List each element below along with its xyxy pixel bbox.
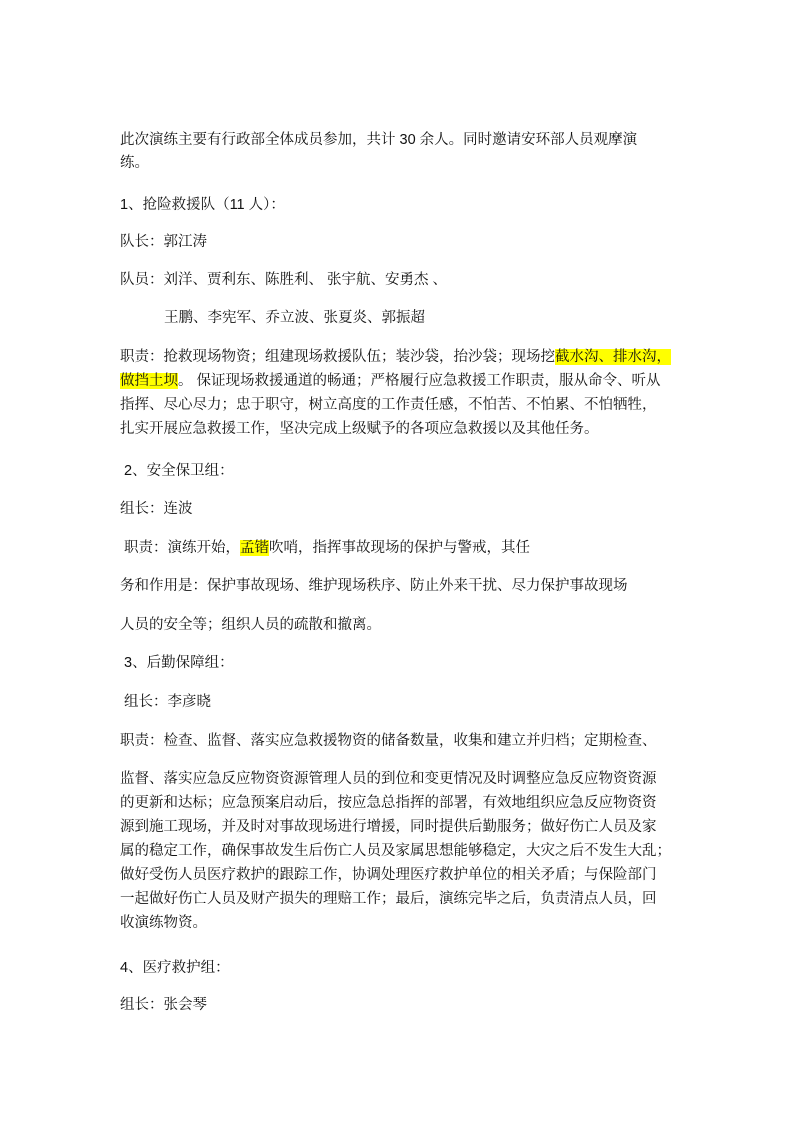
text-segment: 吹哨，指挥事故现场的保护与警戒，其任 <box>269 540 530 556</box>
section-3-duty-2 <box>120 768 657 790</box>
text-segment: 队长：郭江涛 <box>120 234 207 250</box>
text-segment: 做好受伤人员医疗救护的跟踪工作，协调处理医疗救护单位的相关矛盾；与保险部门 <box>120 867 657 883</box>
section-4-heading <box>120 957 230 979</box>
section-1-duty-4 <box>120 418 599 440</box>
section-1-duty-3 <box>120 394 657 416</box>
text-segment: 收演练物资。 <box>120 915 207 931</box>
section-1-duty-1 <box>120 346 671 368</box>
section-3-duty-8 <box>120 912 207 934</box>
highlighted-text: 做挡土坝 <box>120 373 178 389</box>
text-segment: 人员的安全等；组织人员的疏散和撤离。 <box>120 617 381 633</box>
highlighted-text: 孟锴 <box>240 540 269 556</box>
section-1-heading <box>120 194 285 216</box>
text-segment: 3、后勤保障组： <box>124 655 234 671</box>
text-segment: 职责：演练开始， <box>124 540 240 556</box>
section-1-duty-2 <box>120 370 661 392</box>
section-1-members-1 <box>120 269 447 291</box>
section-3-heading <box>124 652 234 674</box>
text-segment: 一起做好伤亡人员及财产损失的理赔工作；最后，演练完毕之后，负责清点人员，回 <box>120 891 657 907</box>
section-2-duty-2 <box>120 575 628 597</box>
section-3-duty-6 <box>120 864 657 886</box>
text-segment: 的更新和达标；应急预案启动后，按应急总指挥的部署，有效地组织应急反应物资资 <box>120 795 657 811</box>
text-segment: 组长：连波 <box>120 501 193 517</box>
text-segment: 职责：检查、监督、落实应急救援物资的储备数量，收集和建立并归档；定期检查、 <box>120 733 657 749</box>
section-3-duty-4 <box>120 816 657 838</box>
text-segment: 2、安全保卫组： <box>124 463 234 479</box>
text-segment: 组长：李彦晓 <box>124 694 211 710</box>
text-segment: 队员：刘洋、贾利东、陈胜利、 张宇航、安勇杰 、 <box>120 272 448 288</box>
text-segment: 组长：张会琴 <box>120 997 207 1013</box>
text-segment: 职责：抢救现场物资；组建现场救援队伍；装沙袋，抬沙袋；现场挖 <box>120 349 555 365</box>
section-2-leader <box>120 498 193 520</box>
section-3-leader <box>124 691 211 713</box>
text-segment: 属的稳定工作，确保事故发生后伤亡人员及家属思想能够稳定，大灾之后不发生大乱； <box>120 843 671 859</box>
text-segment: 指挥、尽心尽力；忠于职守，树立高度的工作责任感，不怕苦、不怕累、不怕牺牲， <box>120 397 657 413</box>
section-2-duty-3 <box>120 614 381 636</box>
section-3-duty-7 <box>120 888 657 910</box>
text-segment: 监督、落实应急反应物资资源管理人员的到位和变更情况及时调整应急反应物资资源 <box>120 771 657 787</box>
intro-line-2 <box>120 152 149 174</box>
text-segment: 此次演练主要有行政部全体成员参加，共计 30 余人。同时邀请安环部人员观摩演 <box>120 132 638 148</box>
section-1-members-2 <box>164 307 425 329</box>
section-1-leader <box>120 231 207 253</box>
text-segment: 王鹏、李宪军、乔立波、张夏炎、郭振超 <box>164 310 425 326</box>
highlighted-text: 截水沟、排水沟， <box>555 349 671 365</box>
section-3-duty-3 <box>120 792 657 814</box>
text-segment: 扎实开展应急救援工作，坚决完成上级赋予的各项应急救援以及其他任务。 <box>120 421 599 437</box>
section-2-heading <box>124 460 234 482</box>
section-4-leader <box>120 994 207 1016</box>
section-2-duty-1 <box>124 537 530 559</box>
text-segment: 练。 <box>120 155 149 171</box>
section-3-duty-5 <box>120 840 671 862</box>
text-segment: 。 保证现场救援通道的畅通；严格履行应急救援工作职责，服从命令、听从 <box>178 373 661 389</box>
intro-line-1 <box>120 129 637 151</box>
text-segment: 1、抢险救援队（11 人）： <box>120 197 285 213</box>
text-segment: 4、医疗救护组： <box>120 960 230 976</box>
section-3-duty-1 <box>120 730 657 752</box>
text-segment: 务和作用是：保护事故现场、维护现场秩序、防止外来干扰、尽力保护事故现场 <box>120 578 628 594</box>
text-segment: 源到施工现场，并及时对事故现场进行增援，同时提供后勤服务；做好伤亡人员及家 <box>120 819 657 835</box>
